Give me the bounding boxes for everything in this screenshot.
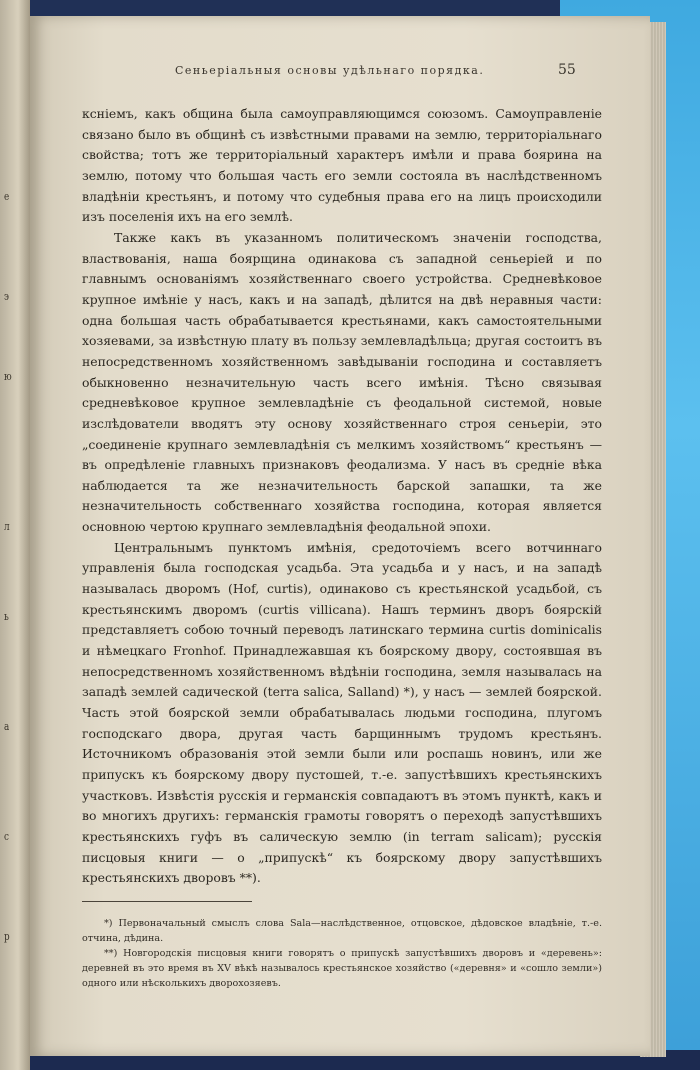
footnotes [82,916,602,991]
book-page [30,16,650,1056]
running-head: Сеньеріальныя основы удѣльнаго порядка. [175,64,485,77]
footnote: **) Новгородскія писцовыя книги говорятъ о припускѣ запустѣвшихъ дворовъ и «деревень»: деревней въ это время въ XV вѣкѣ называлось крестьянское хозяйство («деревня» и «сошло земли») одного или нѣсколькихъ дворохозяевъ. [82,948,602,989]
body-text [82,104,602,889]
paragraph: Центральнымъ пунктомъ имѣнія, средоточіемъ всего вотчиннаго управленія была господская усадьба. Эта усадьба и у насъ, и на западѣ называлась дворомъ (Hof, curtis), одинаково съ крестьянской усадьбой, съ крестьянскимъ дворомъ (curtis villicana). Нашъ терминъ дворъ боярскій представляетъ собою точный переводъ латинскаго термина curtis dominicalis и нѣмецкаго Fronhof. Принадлежавшая къ боярскому двору, состоявшая въ непосредственномъ хозяйственномъ вѣдѣніи господина, земля называлась на западѣ землей садической (terra salica, Salland) *), у насъ — землей боярской. Часть этой боярской земли обрабатывалась людьми господина, плугомъ господскаго двора, другая часть барщиннымъ трудомъ крестьянъ. Источникомъ образованія этой земли были или роспашь новинъ, или же припускъ къ боярскому двору пустошей, т.-е. запустѣвшихъ крестьянскихъ участковъ. Извѣстія русскія и германскія совпадаютъ въ этомъ пунктѣ, какъ и во многихъ другихъ: германскія грамоты говорятъ о переходѣ запустѣвшихъ крестьянскихъ гуфъ въ салическую землю (in terram salicam); русскія писцовыя книги — о „припускѣ“ къ боярскому двору запустѣвшихъ крестьянскихъ дворовъ **). [82,539,602,886]
paragraph: ксніемъ, какъ община была самоуправляющимся союзомъ. Самоуправленіе связано было въ общинѣ съ извѣстными правами на землю, территоріальнаго свойства; тотъ же территоріальный характеръ имѣли и права боярина на землю, потому что большая часть его земли состояла въ наслѣдственномъ владѣніи крестьянъ, и потому что судебныя права его на лицъ происходили изъ поселенія ихъ на его землѣ. [82,106,602,225]
footnote: *) Первоначальный смыслъ слова Sala—наслѣдственное, отцовское, дѣдовское владѣніе, т.-е. отчина, дѣдина. [82,918,602,944]
previous-page-fragment: а [4,720,10,733]
page-number: 55 [558,62,576,78]
previous-page-fragment: р [4,930,10,943]
previous-page-fragment: л [4,520,10,533]
previous-page-fragment: ю [4,370,12,383]
previous-page-fragment: э [4,290,9,303]
paragraph: Также какъ въ указанномъ политическомъ значеніи господства, властвованія, наша боярщина одинакова съ западной сеньеріей и по главнымъ основаніямъ хозяйственнаго своего устройства. Средневѣковое крупное имѣніе у насъ, какъ и на западѣ, дѣлится на двѣ неравныя части: одна большая часть обрабатывается крестьянами, какъ самостоятельными хозяевами, за извѣстную плату въ пользу землевладѣльца; другая состоитъ въ непосредственномъ хозяйственномъ завѣдываніи господина и составляетъ обыкновенно незначительную часть всего имѣнія. Тѣсно связывая средневѣковое крупное землевладѣніе съ феодальной системой, новые изслѣдователи вводятъ эту основу хозяйственнаго строя сеньеріи, это „соединеніе крупнаго землевладѣнія съ мелкимъ хозяйствомъ“ крестьянъ — въ опредѣленіе главныхъ признаковъ феодализма. У насъ въ средніе вѣка наблюдается та же незначительность барской запашки, та же незначительность собственнаго хозяйства господина, которая является основною чертою крупнаго землевладѣнія феодальной эпохи. [82,229,602,535]
previous-page-fragment: с [4,830,9,843]
previous-page-fragment: е [4,190,10,203]
previous-page-edge [0,0,30,1070]
footnote-rule [82,901,252,902]
previous-page-fragment: ь [4,610,9,623]
